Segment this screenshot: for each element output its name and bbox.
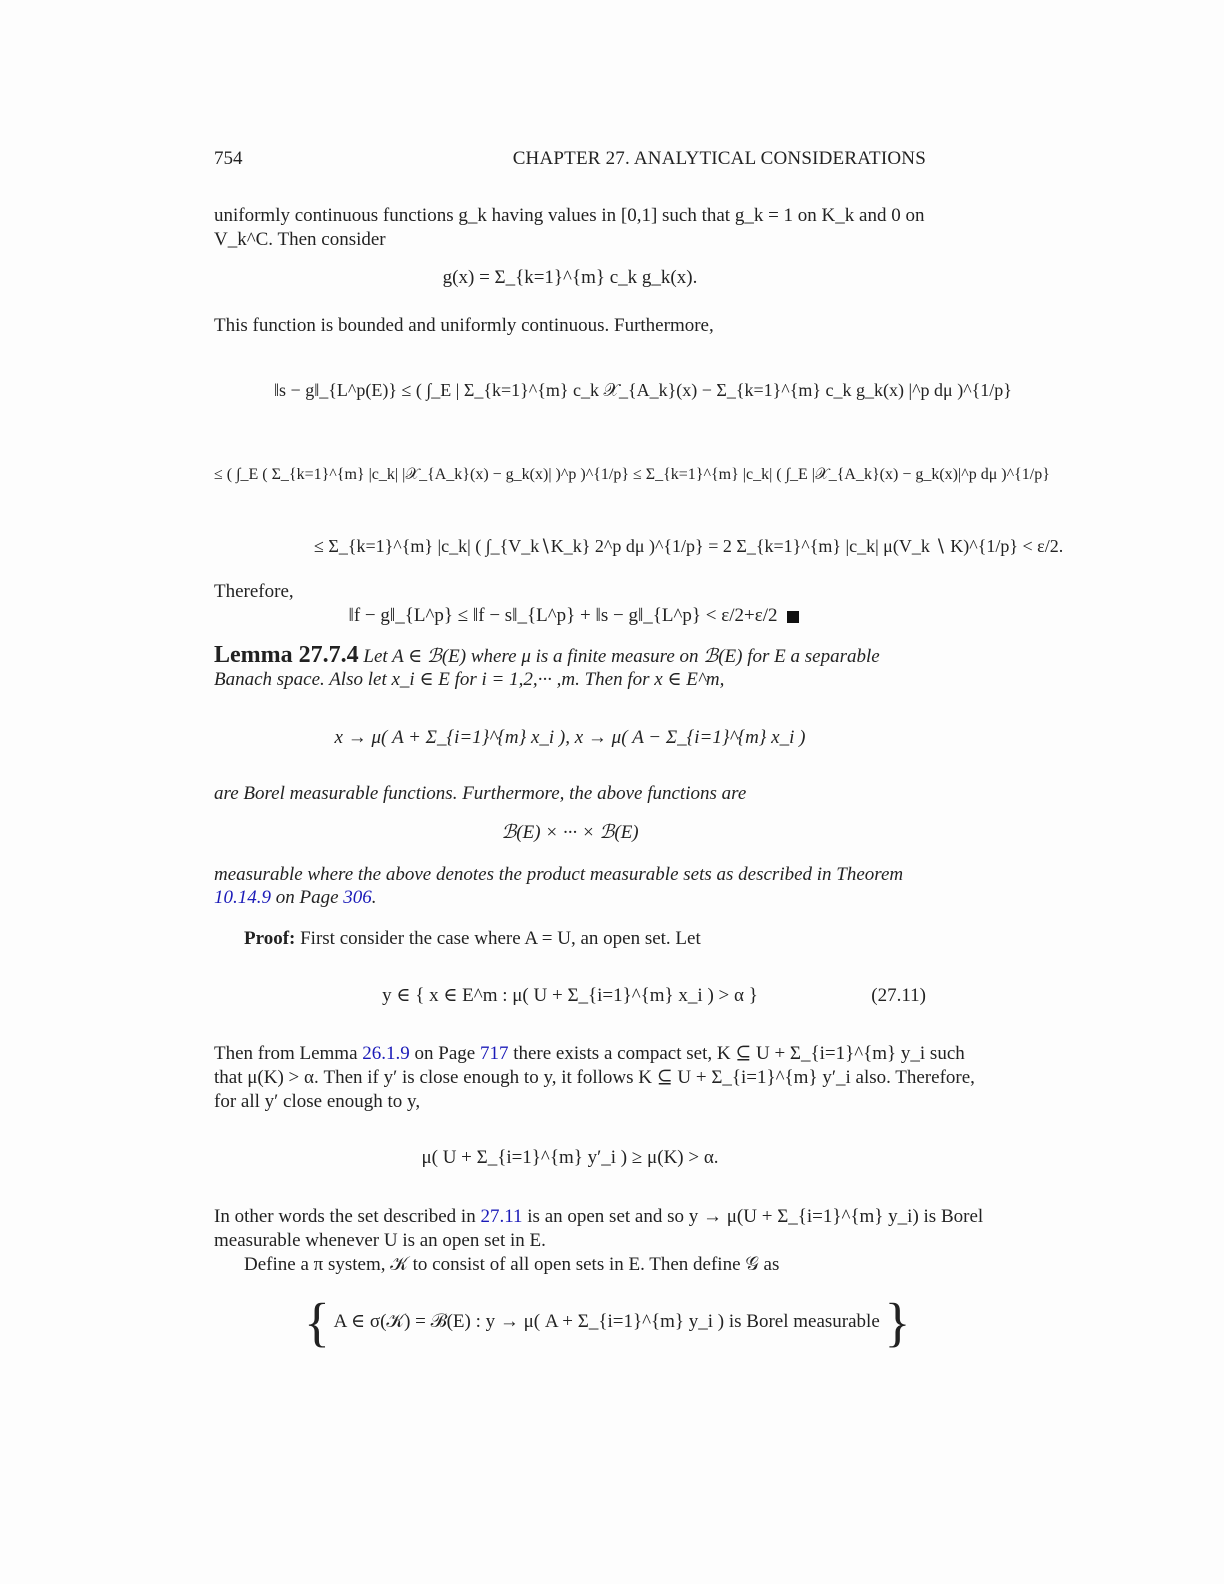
lemma-line-2: Banach space. Also let x_i ∈ E for i = 1,2,··· ,m. Then for x ∈ E^m,	[214, 669, 725, 690]
paragraph-1-line-1: uniformly continuous functions g_k having values in [0,1] such that g_k = 1 on K_k and 0 on	[214, 205, 925, 226]
paragraph-2: This function is bounded and uniformly continuous. Furthermore,	[214, 315, 714, 336]
p3-text-c: there exists a compact set, K ⊆ U + Σ_{i=1}^{m} y_i such	[513, 1043, 965, 1064]
therefore-text: Therefore,	[214, 581, 294, 602]
equation-norm-3: ≤ Σ_{k=1}^{m} |c_k| ( ∫_{V_k∖K_k} 2^p dμ )^{1/p} = 2 Σ_{k=1}^{m} |c_k| μ(V_k ∖ K)^{1/p} < ε/2.	[314, 536, 1064, 556]
equation-y-text: y ∈ { x ∈ E^m : μ( U + Σ_{i=1}^{m} x_i ) > α }	[382, 985, 758, 1006]
p4-text-b: is an open set and so y → μ(U + Σ_{i=1}^{m} y_i) is Borel	[527, 1206, 984, 1227]
equation-mu: μ( U + Σ_{i=1}^{m} y′_i ) ≥ μ(K) > α.	[421, 1147, 719, 1168]
equation-g: g(x) = Σ_{k=1}^{m} c_k g_k(x).	[442, 267, 698, 288]
equation-y	[214, 964, 926, 1028]
lemma-period: .	[371, 887, 377, 908]
paragraph-1-line-2: V_k^C. Then consider	[214, 229, 386, 250]
equation-maps: x → μ( A + Σ_{i=1}^{m} x_i ), x → μ( A − Σ_{i=1}^{m} x_i )	[334, 727, 806, 748]
equation-number: (27.11)	[871, 985, 926, 1006]
left-brace-icon: {	[304, 1292, 330, 1353]
equation-norm-1: ‖s − g‖_{L^p(E)} ≤ ( ∫_E | Σ_{k=1}^{m} c_k 𝒳_{A_k}(x) − Σ_{k=1}^{m} c_k g_k(x) |^p dμ )^{1/p}	[274, 380, 1012, 400]
link-page-306[interactable]: 306	[343, 887, 372, 908]
lemma-line-3: are Borel measurable functions. Furthermore, the above functions are	[214, 783, 747, 804]
paragraph-3-line-1	[214, 1042, 965, 1066]
paragraph-3-line-3: for all y′ close enough to y,	[214, 1091, 421, 1112]
qed-square-icon	[787, 611, 799, 623]
lemma-line-1	[214, 641, 926, 671]
running-head: CHAPTER 27. ANALYTICAL CONSIDERATIONS	[512, 148, 926, 169]
lemma-on-page: on Page	[275, 887, 339, 908]
equation-product: ℬ(E) × ··· × ℬ(E)	[501, 822, 639, 843]
p3-text-b: on Page	[414, 1043, 476, 1064]
lemma-title: Lemma 27.7.4	[214, 642, 359, 668]
page	[214, 0, 1064, 1584]
lemma-line-5	[214, 886, 926, 910]
p4-text-a: In other words the set described in	[214, 1206, 476, 1227]
paragraph-3-line-2: that μ(K) > α. Then if y′ is close enough to y, it follows K ⊆ U + Σ_{i=1}^{m} y′_i also. Therefore,	[214, 1067, 975, 1088]
equation-G-right: is Borel measurable	[728, 1311, 880, 1332]
lemma-statement-1: Let A ∈ ℬ(E) where μ is a finite measure on ℬ(E) for E a separable	[363, 646, 880, 667]
right-brace-icon: }	[884, 1292, 911, 1353]
paragraph-5: Define a π system, 𝒦 to consist of all open sets in E. Then define 𝒢 as	[244, 1254, 780, 1275]
link-equation-27-11[interactable]: 27.11	[480, 1206, 523, 1227]
equation-final	[334, 603, 814, 629]
link-theorem[interactable]: 10.14.9	[214, 887, 271, 908]
equation-final-text: ‖f − g‖_{L^p} ≤ ‖f − s‖_{L^p} + ‖s − g‖_{L^p} < ε/2+ε/2	[348, 605, 778, 626]
equation-norm-2: ≤ ( ∫_E ( Σ_{k=1}^{m} |c_k| |𝒳_{A_k}(x) − g_k(x)| )^p )^{1/p} ≤ Σ_{k=1}^{m} |c_k| ( ∫_E |𝒳_{A_k}(x) − g_k(x)|^p dμ )^{1/p}	[214, 466, 1050, 483]
paragraph-4-line-1	[214, 1205, 984, 1229]
p3-text-a: Then from Lemma	[214, 1043, 358, 1064]
proof-label: Proof:	[244, 928, 296, 949]
lemma-line-4: measurable where the above denotes the product measurable sets as described in Theorem	[214, 864, 904, 885]
page-number: 754	[214, 148, 243, 169]
equation-G-left: A ∈ σ(𝒦) = ℬ(E) : y → μ( A + Σ_{i=1}^{m} y_i )	[333, 1311, 725, 1332]
proof-text-1: First consider the case where A = U, an open set. Let	[300, 928, 701, 949]
link-lemma-26-1-9[interactable]: 26.1.9	[362, 1043, 410, 1064]
link-page-717[interactable]: 717	[479, 1043, 509, 1064]
equation-G	[304, 1290, 911, 1354]
proof-line-1	[244, 927, 926, 951]
paragraph-4-line-2: measurable whenever U is an open set in E.	[214, 1230, 546, 1251]
